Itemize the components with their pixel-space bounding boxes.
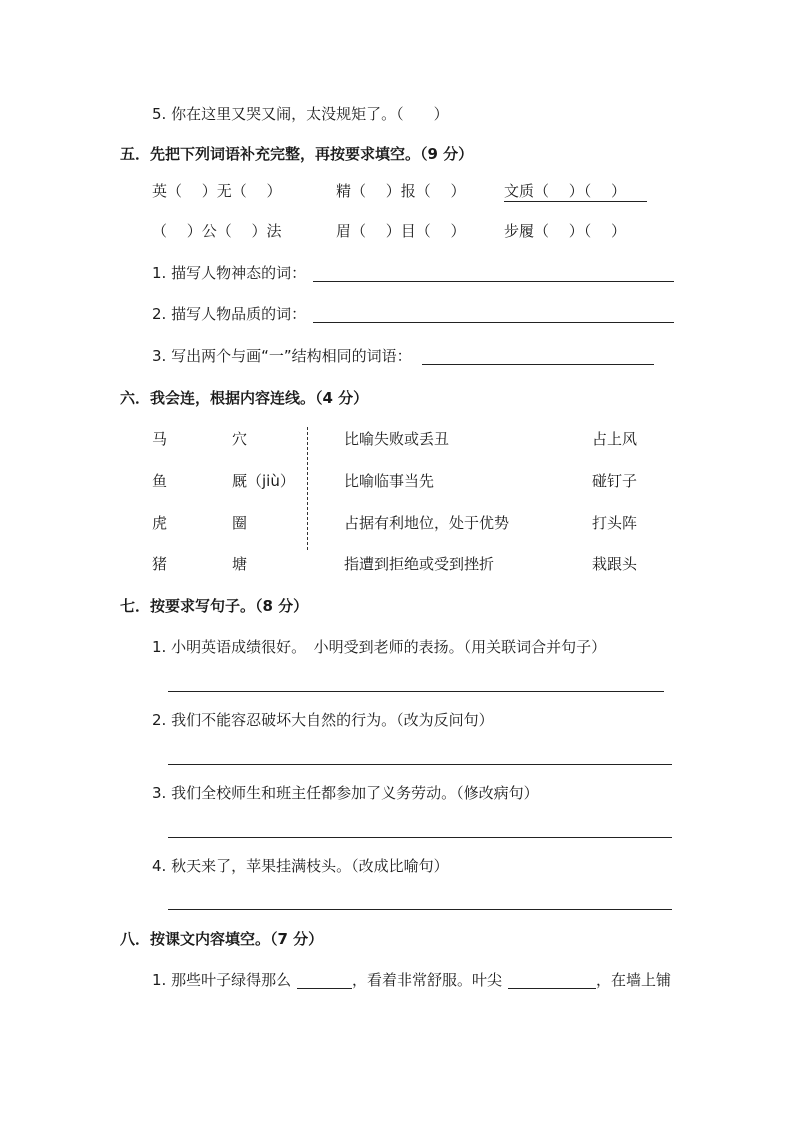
word-fill-5: 眉（ ）目（ ） (336, 222, 466, 240)
place-4: 塘 (232, 555, 248, 573)
meaning-2: 比喻临事当先 (344, 472, 435, 490)
place-2: 厩（jiù） (232, 472, 295, 490)
section-7-title: 七．按要求写句子。（8 分） (120, 597, 309, 615)
s7-question-1: 1. 小明英语成绩很好。 小明受到老师的表扬。（用关联词合并句子） (152, 638, 607, 656)
animal-1: 马 (152, 430, 168, 448)
place-3: 圈 (232, 514, 248, 532)
animal-3: 虎 (152, 514, 168, 532)
s7-answer-line-3[interactable] (168, 837, 672, 838)
dashed-divider (307, 427, 308, 550)
idiom-3: 打头阵 (592, 514, 638, 532)
s7-question-4: 4. 秋天来了，苹果挂满枝头。（改成比喻句） (152, 857, 449, 875)
word-fill-3: 文质（ ）（ ） (504, 181, 647, 202)
s7-question-3: 3. 我们全校师生和班主任都参加了义务劳动。（修改病句） (152, 784, 539, 802)
place-1: 穴 (232, 430, 248, 448)
meaning-3: 占据有利地位，处于优势 (344, 514, 510, 532)
idiom-1: 占上风 (592, 430, 638, 448)
animal-4: 猪 (152, 555, 168, 573)
s7-answer-line-4[interactable] (168, 909, 672, 910)
section-8-title: 八．按课文内容填空。（7 分） (120, 930, 324, 948)
animal-2: 鱼 (152, 472, 168, 490)
word-fill-6: 步履（ ）（ ） (504, 222, 627, 240)
s5-question-1: 1. 描写人物神态的词： (152, 264, 307, 282)
section-6-title: 六．我会连，根据内容连线。（4 分） (120, 389, 369, 407)
s5-question-3: 3. 写出两个与画“一”结构相同的词语： (152, 347, 412, 365)
s8-question-1-part-a: 1. 那些叶子绿得那么 (152, 971, 292, 989)
meaning-4: 指遭到拒绝或受到挫折 (344, 555, 495, 573)
s7-answer-line-2[interactable] (168, 764, 672, 765)
idiom-2: 碰钉子 (592, 472, 638, 490)
s5-answer-line-2[interactable] (313, 322, 674, 323)
s8-blank-2[interactable] (508, 988, 596, 989)
word-fill-2: 精（ ）报（ ） (336, 182, 466, 200)
question-5: 5. 你在这里又哭又闹，太没规矩了。（ ） (152, 105, 449, 123)
idiom-4: 栽跟头 (592, 555, 638, 573)
meaning-1: 比喻失败或丢丑 (344, 430, 450, 448)
s5-answer-line-1[interactable] (313, 281, 674, 282)
section-5-title: 五．先把下列词语补充完整，再按要求填空。（9 分） (120, 145, 474, 163)
s5-answer-line-3[interactable] (422, 364, 654, 365)
word-fill-1: 英（ ）无（ ） (152, 182, 282, 200)
word-fill-4: （ ）公（ ）法 (152, 222, 282, 240)
s8-question-1-part-c: ，在墙上铺 (596, 971, 672, 989)
s8-question-1-part-b: ，看着非常舒服。叶尖 (352, 971, 503, 989)
s7-question-2: 2. 我们不能容忍破坏大自然的行为。（改为反问句） (152, 711, 494, 729)
s8-blank-1[interactable] (297, 988, 352, 989)
s5-question-2: 2. 描写人物品质的词： (152, 305, 307, 323)
s7-answer-line-1[interactable] (168, 691, 664, 692)
